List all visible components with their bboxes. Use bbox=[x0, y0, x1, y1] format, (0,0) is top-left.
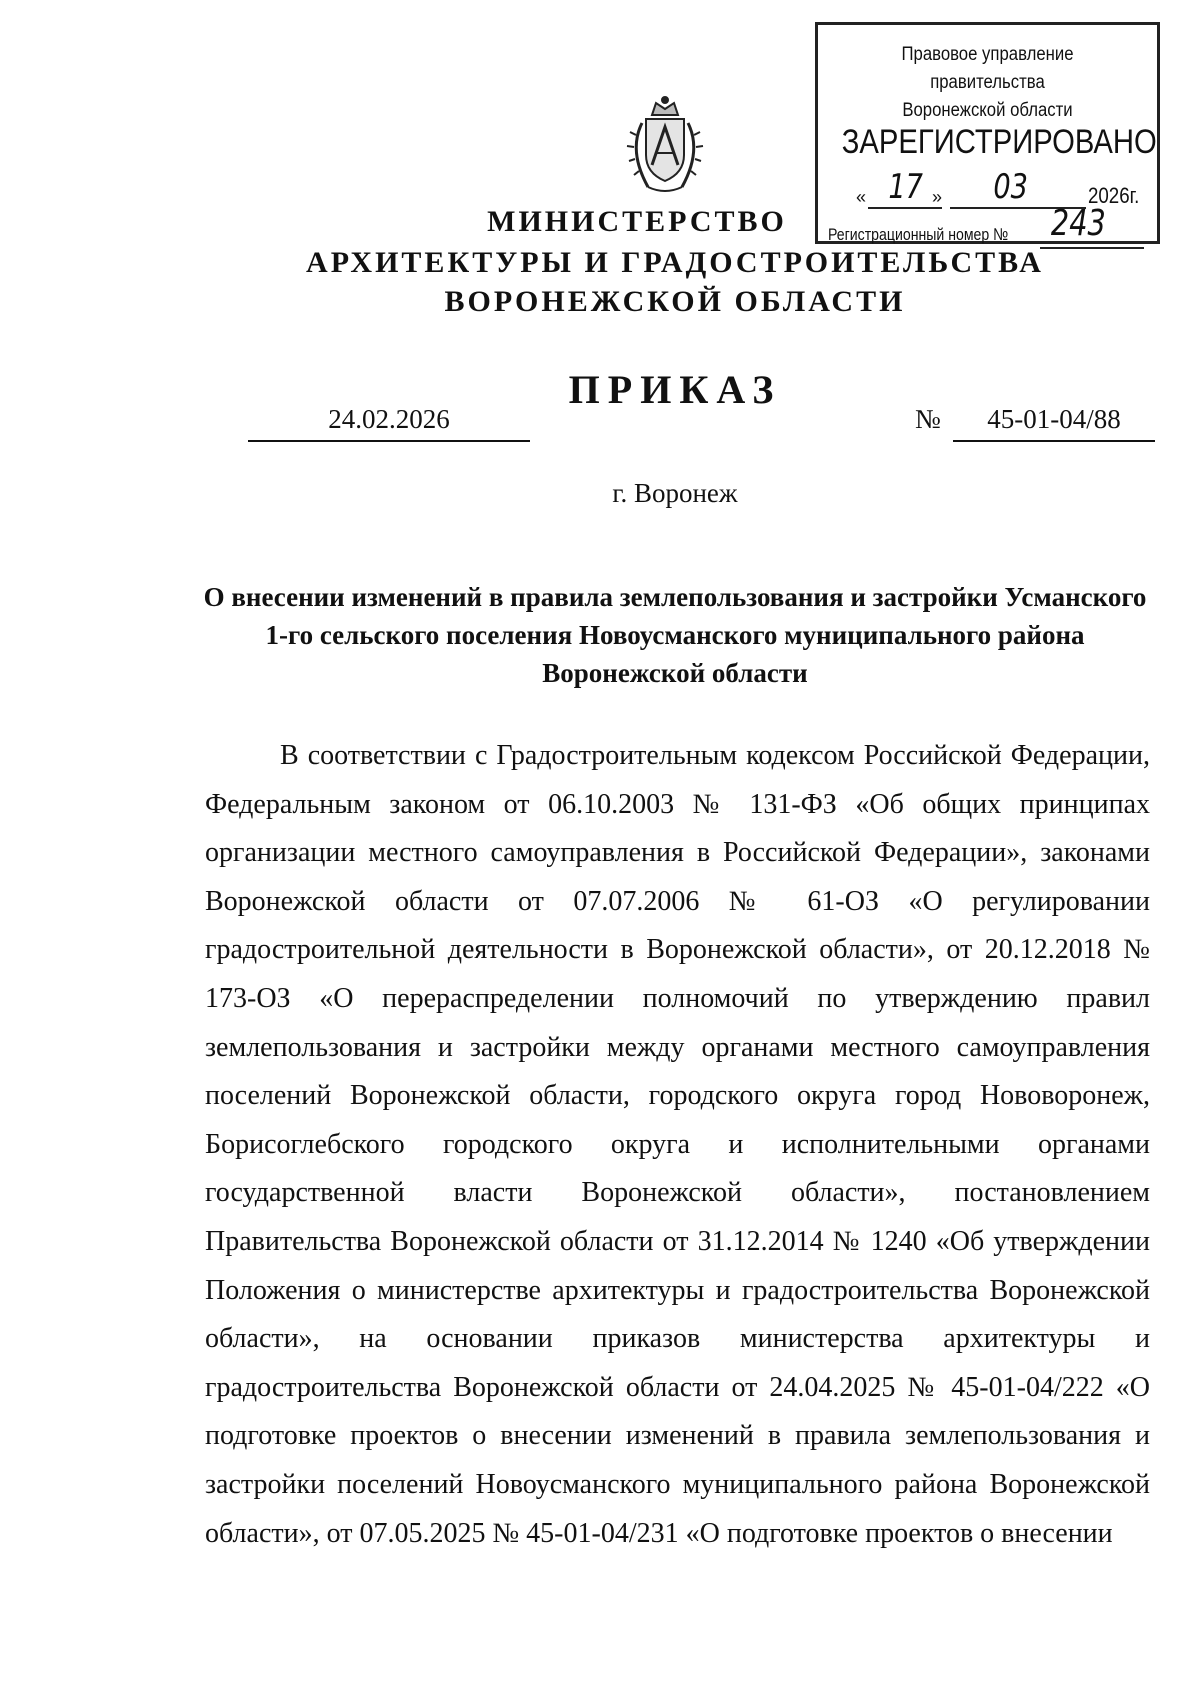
ministry-name-line1: МИНИСТЕРСТВО bbox=[487, 205, 787, 238]
number-sign: № bbox=[915, 404, 941, 434]
stamp-reg-number: 243 bbox=[1050, 203, 1106, 244]
order-heading: О внесении изменений в правила землепользования и застройки Усманского 1-го сельского поселения Новоусманского муниципального района Воронежской области bbox=[203, 582, 1147, 688]
ministry-name-line2: АРХИТЕКТУРЫ И ГРАДОСТРОИТЕЛЬСТВА bbox=[306, 246, 1044, 279]
order-date: 24.02.2026 bbox=[248, 404, 530, 442]
stamp-organization bbox=[845, 41, 1129, 125]
stamp-registered-label: ЗАРЕГИСТРИРОВАНО bbox=[841, 123, 1157, 161]
stamp-month: 03 bbox=[993, 167, 1028, 207]
order-number-field bbox=[915, 404, 1155, 440]
order-body-paragraph: В соответствии с Градостроительным кодексом Российской Федерации, Федеральным законом от 06.10.2003 № 131-ФЗ «Об общих принципах организации местного самоуправления в Российской Федерации», законами Воронежской области от 07.07.2006 № 61-ОЗ «О регулировании градостроительной деятельности в Воронежской области», от 20.12.2018 № 173-ОЗ «О перераспределении полномочий по утверждению правил землепользования и застройки между органами местного самоуправления поселений Воронежской области, городского округа город Нововоронеж, Борисоглебского городского округа и исполнительными органами государственной власти Воронежской области», постановлением Правительства Воронежской области от 31.12.2014 № 1240 «Об утверждении Положения о министерстве архитектуры и градостроительства Воронежской области», на основании приказов министерства архитектуры и градостроительства Воронежской области от 24.04.2025 № 45-01-04/222 «О подготовке проектов о внесении изменений в правила землепользования и застройки поселений Новоусманского муниципального района Воронежской области», от 07.05.2025 № 45-01-04/231 «О подготовке проектов о внесении bbox=[205, 740, 1150, 1549]
stamp-org-line1: Правовое управление правительства bbox=[901, 44, 1074, 93]
order-city: г. Воронеж bbox=[612, 478, 738, 508]
stamp-org-line2: Воронежской области bbox=[902, 100, 1073, 121]
stamp-reg-label: Регистрационный номер № bbox=[828, 225, 1009, 244]
coat-of-arms-emblem bbox=[622, 95, 708, 200]
stamp-day: 17 bbox=[888, 167, 923, 207]
order-number: 45-01-04/88 bbox=[953, 404, 1155, 442]
order-title: ПРИКАЗ bbox=[568, 367, 782, 412]
stamp-date: « 17 » 03 2026г. bbox=[856, 167, 1140, 208]
ministry-name-line3: ВОРОНЕЖСКОЙ ОБЛАСТИ bbox=[444, 285, 906, 318]
stamp-year: 2026г. bbox=[1088, 183, 1140, 208]
